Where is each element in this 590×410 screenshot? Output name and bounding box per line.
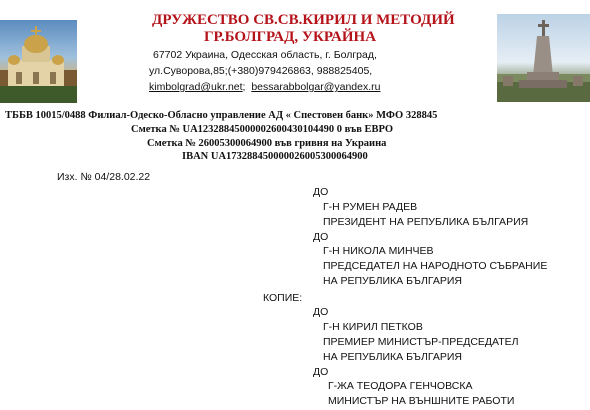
- bank-line: ТББВ 10015/0488 Филиал-Одеско-Обласно управление АД « Спестовен банк» МФО 328845: [5, 110, 438, 121]
- email-link-2[interactable]: bessarabbolgar@yandex.ru: [251, 81, 381, 93]
- org-city: ГР.БОЛГРАД, УКРАЙНА: [204, 29, 377, 45]
- recipient-prefix: ДО: [313, 231, 329, 243]
- cathedral-image: [0, 20, 77, 103]
- email-line: [149, 81, 380, 93]
- address-line: 67702 Украина, Одесская область, г. Болград,: [153, 49, 377, 61]
- cathedral-photo: [0, 20, 77, 103]
- recipient-title: ПРЕДСЕДАТЕЛ НА НАРОДНОТО СЪБРАНИЕ: [323, 260, 548, 272]
- copy-recipient-name: Г-ЖА ТЕОДОРА ГЕНЧОВСКА: [328, 380, 473, 392]
- recipient-name: Г-Н РУМЕН РАДЕВ: [323, 201, 418, 213]
- copy-recipient-title: ПРЕМИЕР МИНИСТЪР-ПРЕДСЕДАТЕЛ: [323, 336, 519, 348]
- monument-image: [497, 14, 590, 102]
- recipient-title: НА РЕПУБЛИКА БЪЛГАРИЯ: [323, 275, 462, 287]
- copies-label: КОПИЕ:: [263, 292, 303, 304]
- copy-recipient-name: Г-Н КИРИЛ ПЕТКОВ: [323, 321, 423, 333]
- street-phone-line: ул.Суворова,85;(+380)979426863, 988825405,: [149, 65, 373, 77]
- iban-line: IBAN UA173288450000026005300064900: [182, 151, 368, 162]
- copy-prefix: ДО: [313, 306, 329, 318]
- recipient-title: ПРЕЗИДЕНТ НА РЕПУБЛИКА БЪЛГАРИЯ: [323, 216, 529, 228]
- euro-account-line: Сметка № UA12328845000002600430104490 0 във ЕВРО: [131, 124, 394, 135]
- recipient-prefix: ДО: [313, 186, 329, 198]
- email-link-1[interactable]: kimbolgrad@ukr.net: [149, 81, 243, 93]
- monument-photo: [497, 14, 590, 102]
- copy-prefix: ДО: [313, 366, 329, 378]
- org-name: ДРУЖЕСТВО СВ.СВ.КИРИЛ И МЕТОДИЙ: [152, 12, 455, 28]
- uah-account-line: Сметка № 26005300064900 във гривня на Украина: [147, 138, 387, 149]
- email-separator: ;: [242, 81, 246, 93]
- recipient-name: Г-Н НИКОЛА МИНЧЕВ: [323, 245, 434, 257]
- copy-recipient-title: МИНИСТЪР НА ВЪНШНИТЕ РАБОТИ: [328, 395, 515, 407]
- copy-recipient-title: НА РЕПУБЛИКА БЪЛГАРИЯ: [323, 351, 462, 363]
- outgoing-ref-number: Изх. № 04/28.02.22: [57, 171, 151, 183]
